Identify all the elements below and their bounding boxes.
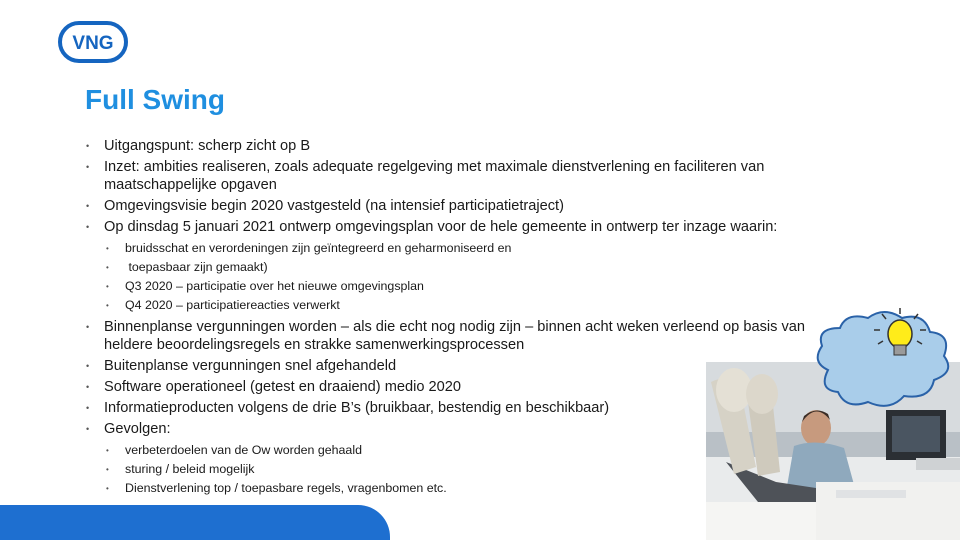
bullet: • Binnenplanse vergunningen worden – als die echt nog nodig zijn – binnen acht weken verleend op basis van heldere beoordelingsregels en strakke samenwerkingsprocessen [84,318,844,354]
bullet: • Omgevingsvisie begin 2020 vastgesteld (na intensief participatietraject) [84,197,844,215]
sub-list [84,240,844,314]
bullet: • Informatieproducten volgens de drie B’s (bruikbaar, bestendig en beschikbaar) [84,399,844,417]
sub-bullet: • toepasbaar zijn gemaakt) [84,259,844,276]
bullet: • Op dinsdag 5 januari 2021 ontwerp omgevingsplan voor de hele gemeente in ontwerp ter inzage waarin: [84,218,844,236]
sub-bullet: • Q3 2020 – participatie over het nieuwe omgevingsplan [84,278,844,295]
idea-cloud-graphic [806,300,960,414]
sub-bullet: • bruidsschat en verordeningen zijn geïntegreerd en geharmoniseerd en [84,240,844,257]
sub-bullet: • sturing / beleid mogelijk [84,461,844,478]
bullet: • Inzet: ambities realiseren, zoals adequate regelgeving met maximale dienstverlening en faciliteren van maatschappelijke opgaven [84,158,844,194]
sub-bullet: • Dienstverlening top / toepasbare regels, vragenbomen etc. [84,480,844,497]
bullet: • Buitenplanse vergunningen snel afgehandeld [84,357,844,375]
bullet: • Software operationeel (getest en draaiend) medio 2020 [84,378,844,396]
slide-title: Full Swing [85,84,225,115]
logo-text: VNG [72,33,114,54]
footer-band [0,505,390,540]
sub-bullet: • Q4 2020 – participatiereacties verwerkt [84,297,844,314]
sub-bullet: • verbeterdoelen van de Ow worden gehaald [84,442,844,459]
vng-logo [58,20,128,64]
bullet: • Uitgangspunt: scherp zicht op B [84,137,844,155]
bullet: • Gevolgen: [84,420,844,438]
